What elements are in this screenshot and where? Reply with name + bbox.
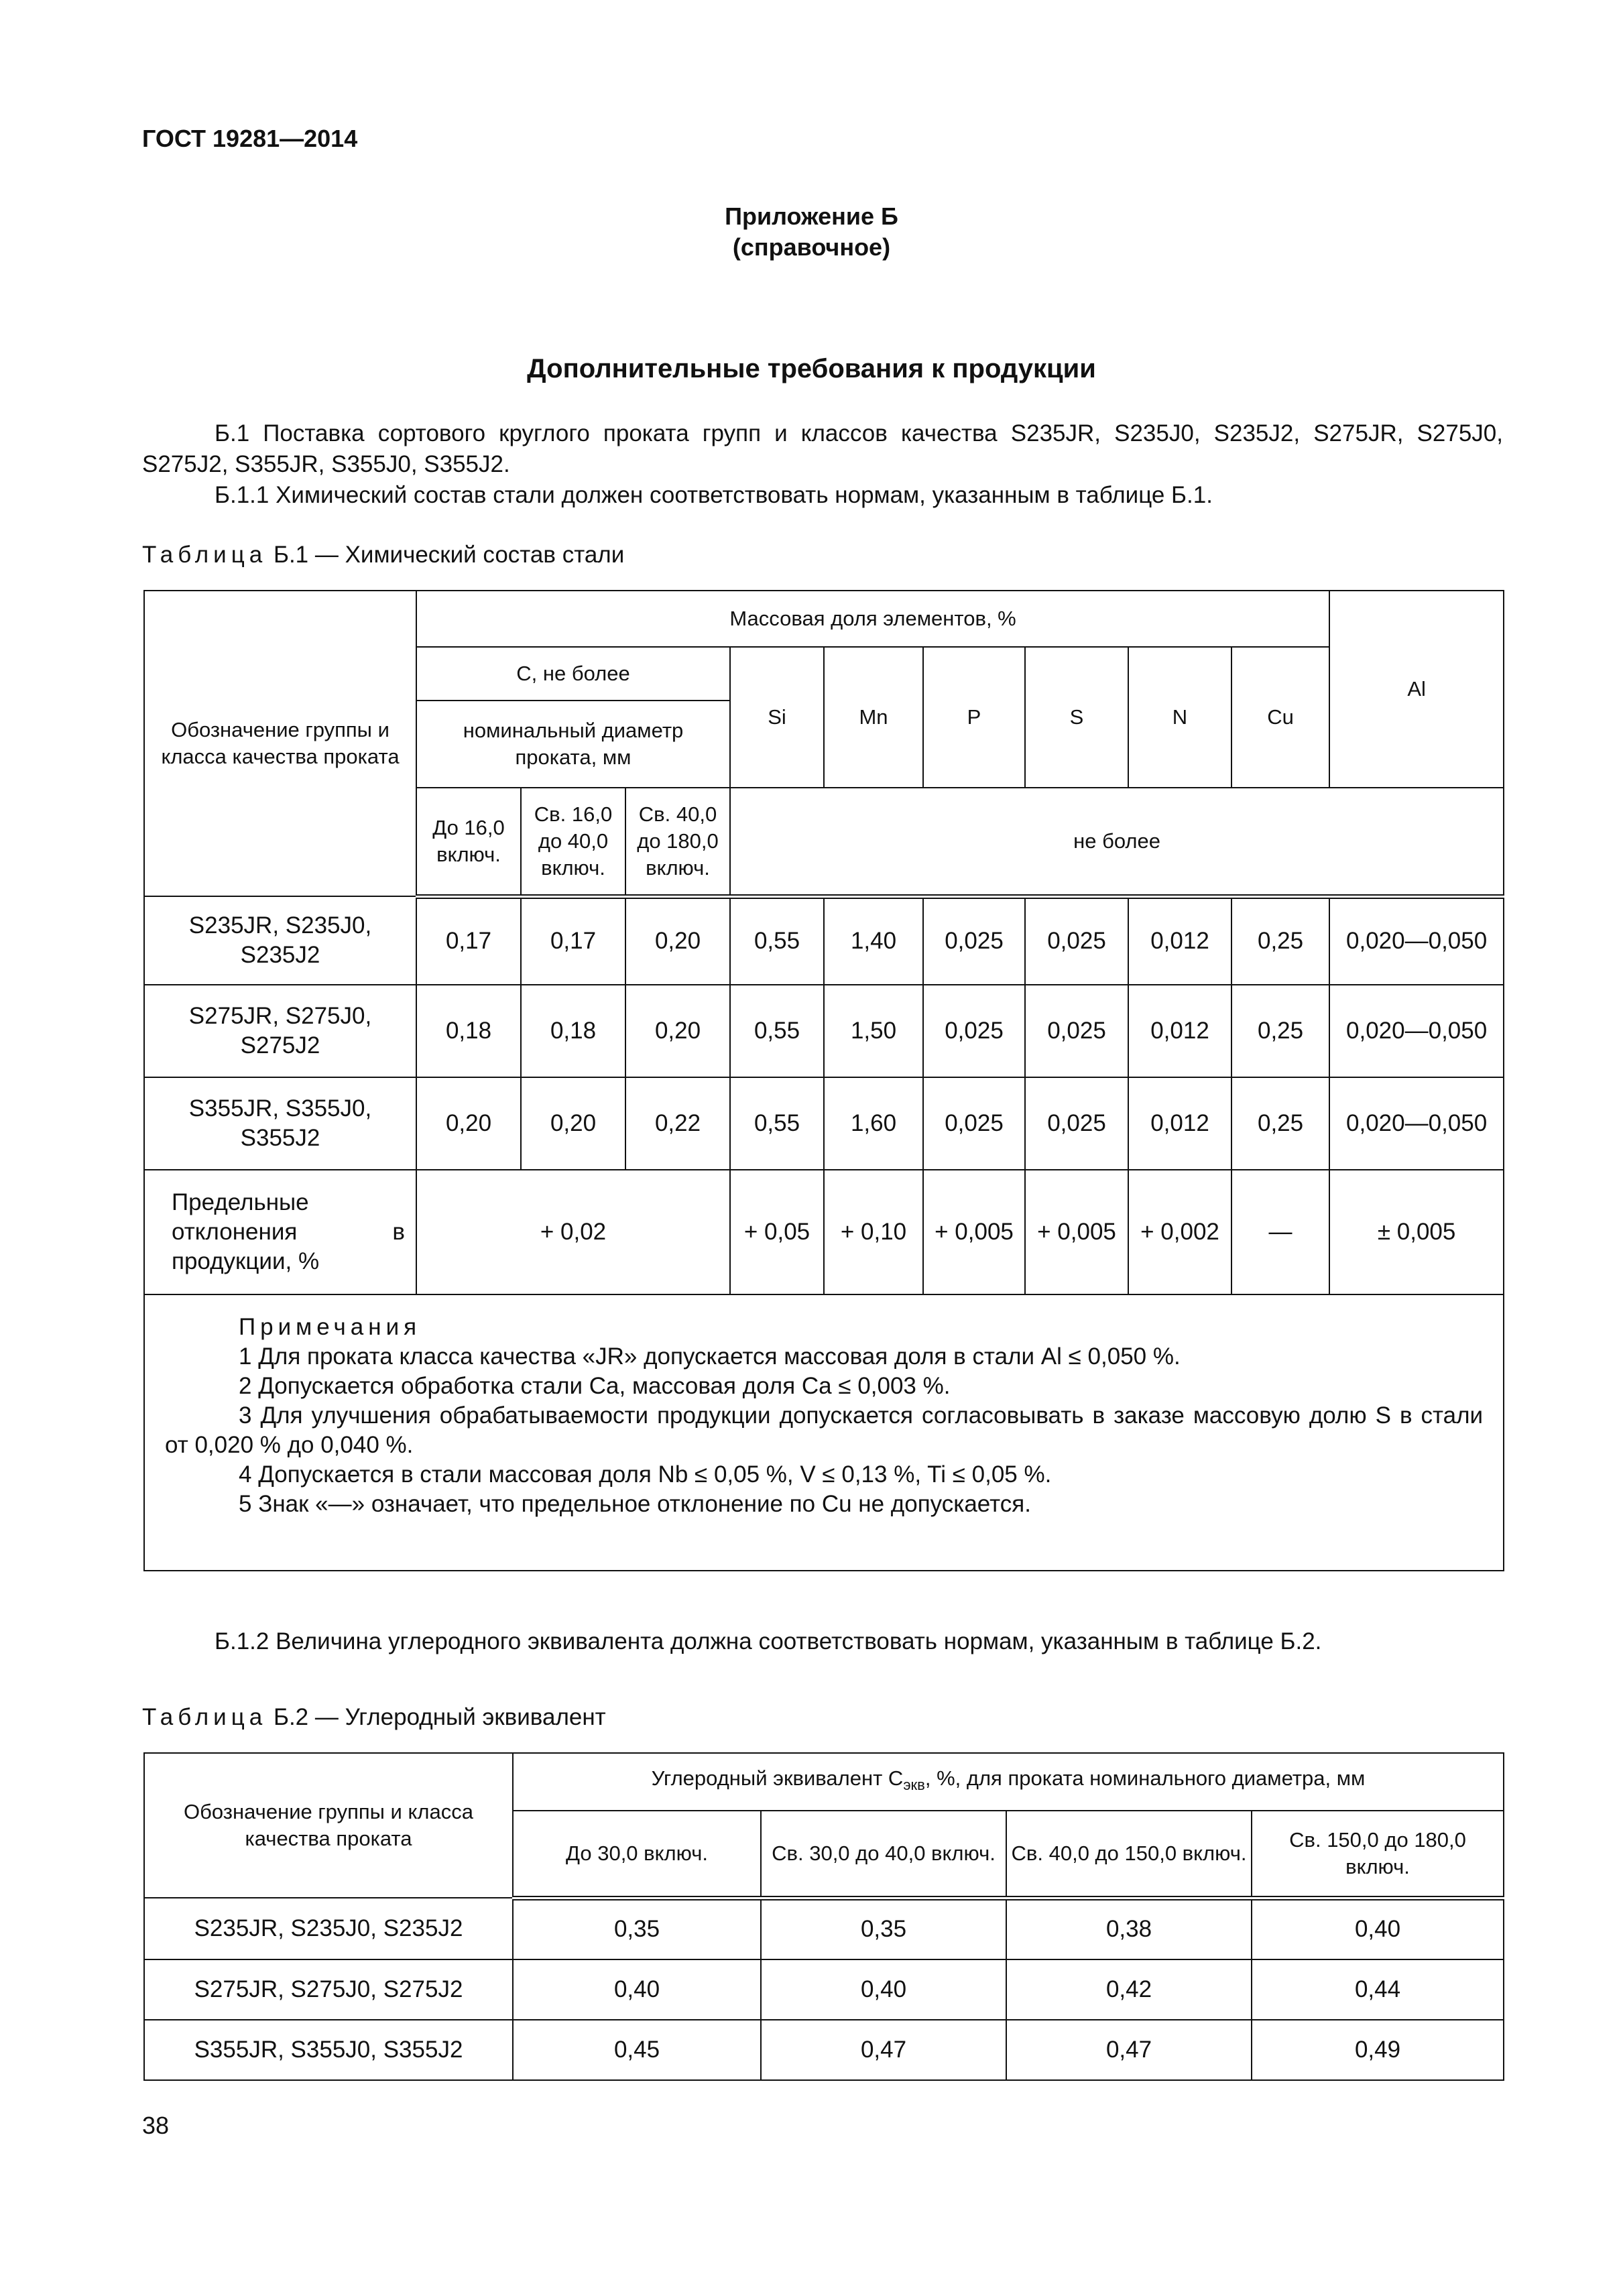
t1-cell: 1,40 [824,896,923,985]
t1-cell: 0,020—0,050 [1329,1077,1504,1170]
t2-cell: 0,44 [1252,1959,1504,2020]
t1-cell: 0,012 [1128,1077,1231,1170]
table1-caption-text: Б.1 — Химический состав стали [273,542,625,568]
table-row [144,1170,1504,1294]
table1-caption [142,542,624,568]
paragraph-b12 [142,1626,1503,1657]
t1-notes [144,1294,1504,1571]
t1-tolerance-s: + 0,005 [1025,1170,1128,1294]
t2-ce-header-post: , %, для проката номинального диаметра, мм [924,1766,1366,1790]
t2-cell: 0,40 [1252,1898,1504,1959]
t2-cell: 0,42 [1006,1959,1252,2020]
t1-tolerance-si: + 0,05 [730,1170,824,1294]
t1-diam-col-3: Св. 40,0 до 180,0 включ. [625,788,730,896]
t1-tolerance-mn: + 0,10 [824,1170,923,1294]
t1-grade: S235JR, S235J0, S235J2 [144,896,416,985]
t1-cell: 0,025 [923,1077,1025,1170]
t1-cell: 0,025 [1025,1077,1128,1170]
t2-cell: 0,35 [513,1898,761,1959]
t1-cell: 0,55 [730,896,824,985]
t1-cell: 1,50 [824,985,923,1077]
t1-cell: 0,25 [1231,1077,1329,1170]
table-row [144,1077,1504,1170]
t1-cell: 0,18 [416,985,521,1077]
t1-diameter-header: номинальный диаметр проката, мм [416,701,730,788]
t1-s-header: S [1025,647,1128,788]
t2-group-header: Обозначение группы и класса качества проката [144,1753,513,1898]
t1-cell: 0,025 [923,896,1025,985]
t1-cell: 0,25 [1231,896,1329,985]
t2-cell: 0,47 [1006,2020,1252,2080]
t1-cell: 0,17 [521,896,625,985]
t1-tolerance-al: ± 0,005 [1329,1170,1504,1294]
t1-cell: 0,020—0,050 [1329,985,1504,1077]
t1-tolerance-p: + 0,005 [923,1170,1025,1294]
t2-cell: 0,49 [1252,2020,1504,2080]
t2-cell: 0,47 [761,2020,1006,2080]
t1-cell: 0,25 [1231,985,1329,1077]
t1-cell: 0,025 [923,985,1025,1077]
paragraph-b1 [142,418,1503,480]
page-number: 38 [142,2112,170,2139]
table2-caption-label: Таблица [142,1704,267,1730]
paragraph-b11 [142,480,1503,511]
t1-cell: 0,012 [1128,985,1231,1077]
t2-diam-col-3: Св. 40,0 до 150,0 включ. [1006,1811,1252,1898]
table-row [144,985,1504,1077]
t1-mn-header: Mn [824,647,923,788]
t1-cell: 0,55 [730,1077,824,1170]
t1-mass-header: Массовая доля элементов, % [416,591,1329,647]
note-item: 2 Допускается обработка стали Ca, массовая доля Ca ≤ 0,003 %. [239,1373,951,1399]
t2-cell: 0,40 [513,1959,761,2020]
t2-diam-col-1: До 30,0 включ. [513,1811,761,1898]
t1-cell: 0,025 [1025,896,1128,985]
t1-grade: S275JR, S275J0, S275J2 [144,985,416,1077]
t1-cell: 0,20 [625,985,730,1077]
t2-ce-header-pre: Углеродный эквивалент С [651,1766,904,1790]
carbon-equivalent-table [143,1752,1504,2081]
t1-group-header: Обозначение группы и класса качества проката [144,591,416,896]
paragraph-b1-text: Б.1 Поставка сортового круглого проката групп и классов качества S235JR, S235J0, S235J2, S275JR, S275J0, S275J2, S355JR, S355J0, S355J2. [142,420,1503,477]
note-item: 1 Для проката класса качества «JR» допускается массовая доля в стали Al ≤ 0,050 %. [239,1343,1181,1370]
t2-cell: 0,45 [513,2020,761,2080]
t1-cell: 0,18 [521,985,625,1077]
t1-tolerance-label: Предельные отклонения в продукции, % [144,1170,416,1294]
appendix-subtitle: (справочное) [732,233,891,261]
t2-ce-header [513,1753,1504,1811]
t2-cell: 0,35 [761,1898,1006,1959]
t1-max-header: не более [730,788,1504,896]
notes-title: Примечания [239,1314,422,1340]
paragraph-b12-text: Б.1.2 Величина углеродного эквивалента должна соответствовать нормам, указанным в таблице Б.2. [215,1628,1322,1654]
note-item: 3 Для улучшения обрабатываемости продукции допускается согласовывать в заказе массовую долю S в стали от 0,020 % до 0,040 %. [165,1402,1484,1458]
t1-cell: 0,025 [1025,985,1128,1077]
t1-si-header: Si [730,647,824,788]
t2-grade: S355JR, S355J0, S355J2 [144,2020,513,2080]
t1-cell: 1,60 [824,1077,923,1170]
t1-cell: 0,012 [1128,896,1231,985]
t2-ce-header-sub: экв [903,1776,925,1794]
t2-grade: S235JR, S235J0, S235J2 [144,1898,513,1959]
table-row [144,2020,1504,2080]
note-item: 4 Допускается в стали массовая доля Nb ≤ 0,05 %, V ≤ 0,13 %, Ti ≤ 0,05 %. [239,1461,1052,1488]
t1-tolerance-cu: — [1231,1170,1329,1294]
t1-c-header: С, не более [416,647,730,701]
appendix-title: Приложение Б [725,202,898,230]
standard-number: ГОСТ 19281—2014 [142,125,358,152]
t1-cell: 0,22 [625,1077,730,1170]
table1-caption-label: Таблица [142,542,267,568]
t1-cell: 0,20 [521,1077,625,1170]
t2-grade: S275JR, S275J0, S275J2 [144,1959,513,2020]
t2-cell: 0,38 [1006,1898,1252,1959]
section-heading: Дополнительные требования к продукции [527,354,1096,383]
t1-p-header: P [923,647,1025,788]
table-row [144,1898,1504,1959]
table-row [144,1959,1504,2020]
t1-tolerance-c: + 0,02 [416,1170,730,1294]
t1-n-header: N [1128,647,1231,788]
chemical-composition-table [143,590,1504,1571]
t1-cell: 0,020—0,050 [1329,896,1504,985]
table-row [144,896,1504,985]
t2-cell: 0,40 [761,1959,1006,2020]
paragraph-b11-text: Б.1.1 Химический состав стали должен соответствовать нормам, указанным в таблице Б.1. [215,482,1213,508]
table2-caption [142,1704,606,1731]
note-item: 5 Знак «—» означает, что предельное отклонение по Cu не допускается. [239,1491,1031,1517]
t1-cell: 0,17 [416,896,521,985]
t1-diam-col-2: Св. 16,0 до 40,0 включ. [521,788,625,896]
t1-cell: 0,55 [730,985,824,1077]
t2-diam-col-4: Св. 150,0 до 180,0 включ. [1252,1811,1504,1898]
t1-al-header: Al [1329,591,1504,788]
table2-caption-text: Б.2 — Углеродный эквивалент [273,1704,606,1730]
t1-cell: 0,20 [625,896,730,985]
t1-tolerance-n: + 0,002 [1128,1170,1231,1294]
t1-cell: 0,20 [416,1077,521,1170]
t1-diam-col-1: До 16,0 включ. [416,788,521,896]
t1-cu-header: Cu [1231,647,1329,788]
t2-diam-col-2: Св. 30,0 до 40,0 включ. [761,1811,1006,1898]
t1-grade: S355JR, S355J0, S355J2 [144,1077,416,1170]
